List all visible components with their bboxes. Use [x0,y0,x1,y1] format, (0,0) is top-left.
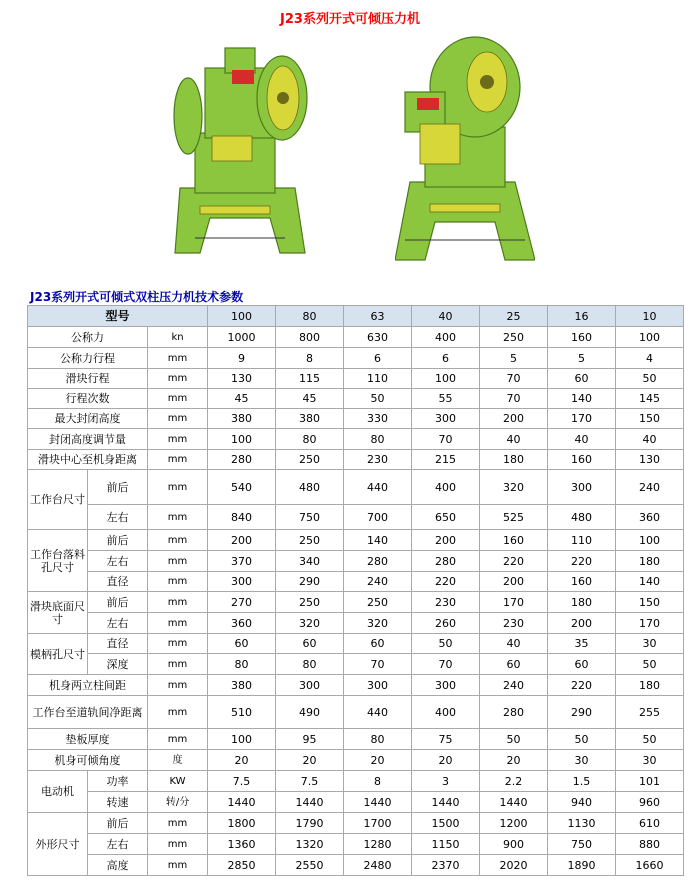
row-unit: mm [148,592,208,613]
row-label: 外形尺寸 [28,813,88,876]
table-cell: 380 [208,675,276,696]
table-cell: 50 [616,654,684,675]
table-cell: 6 [412,348,480,369]
table-cell: 4 [616,348,684,369]
table-cell: 80 [344,729,412,750]
table-cell: 20 [208,750,276,771]
table-cell: 400 [412,696,480,729]
row-unit: mm [148,369,208,389]
table-cell: 2.2 [480,771,548,792]
table-title: J23系列开式可倾式双柱压力机技术参数 [30,290,244,304]
header-model-10: 10 [616,306,684,327]
table-cell: 200 [412,530,480,551]
table-row [28,813,684,834]
table-cell: 140 [616,572,684,592]
table-cell: 140 [344,530,412,551]
table-cell: 70 [480,369,548,389]
row-label: 电动机 [28,771,88,813]
row-unit: mm [148,429,208,450]
table-cell: 75 [412,729,480,750]
table-cell: 180 [480,450,548,470]
table-cell: 290 [276,572,344,592]
table-cell: 100 [208,429,276,450]
table-cell: 110 [548,530,616,551]
table-cell: 60 [276,634,344,654]
table-cell: 255 [616,696,684,729]
row-unit: mm [148,613,208,634]
table-cell: 360 [208,613,276,634]
table-row [28,771,684,792]
table-cell: 480 [276,470,344,505]
row-sublabel: 直径 [88,572,148,592]
table-row [28,696,684,729]
row-unit: mm [148,855,208,876]
table-cell: 750 [548,834,616,855]
table-row [28,834,684,855]
table-cell: 300 [344,675,412,696]
table-cell: 200 [548,613,616,634]
table-cell: 240 [344,572,412,592]
table-cell: 300 [276,675,344,696]
table-cell: 800 [276,327,344,348]
table-cell: 40 [616,429,684,450]
table-cell: 240 [616,470,684,505]
table-cell: 200 [480,572,548,592]
header-model-100: 100 [208,306,276,327]
row-unit: 转/分 [148,792,208,813]
table-cell: 1000 [208,327,276,348]
table-row [28,470,684,505]
table-cell: 490 [276,696,344,729]
table-cell: 160 [480,530,548,551]
table-cell: 1200 [480,813,548,834]
table-cell: 280 [208,450,276,470]
table-cell: 130 [616,450,684,470]
table-cell: 1280 [344,834,412,855]
row-label: 工作台至道轨间净距离 [28,696,148,729]
table-cell: 101 [616,771,684,792]
table-cell: 160 [548,327,616,348]
table-cell: 20 [344,750,412,771]
row-label: 机身两立柱间距 [28,675,148,696]
table-cell: 6 [344,348,412,369]
table-cell: 750 [276,505,344,530]
table-cell: 1320 [276,834,344,855]
table-cell: 440 [344,470,412,505]
table-cell: 1440 [276,792,344,813]
table-cell: 900 [480,834,548,855]
row-sublabel: 左右 [88,551,148,572]
table-cell: 510 [208,696,276,729]
table-row [28,327,684,348]
table-cell: 80 [344,429,412,450]
table-cell: 320 [276,613,344,634]
page-title: J23系列开式可倾压力机 [280,12,420,27]
table-cell: 1150 [412,834,480,855]
table-row [28,551,684,572]
table-cell: 280 [412,551,480,572]
table-cell: 220 [480,551,548,572]
table-cell: 140 [548,389,616,409]
table-cell: 20 [412,750,480,771]
press-machine-image-front [170,38,315,268]
table-cell: 40 [480,429,548,450]
row-unit: mm [148,696,208,729]
table-cell: 960 [616,792,684,813]
table-cell: 380 [208,409,276,429]
table-cell: 1660 [616,855,684,876]
table-cell: 170 [616,613,684,634]
row-sublabel: 高度 [88,855,148,876]
table-cell: 3 [412,771,480,792]
table-cell: 5 [480,348,548,369]
table-cell: 145 [616,389,684,409]
table-cell: 610 [616,813,684,834]
row-label: 滑块行程 [28,369,148,389]
table-cell: 940 [548,792,616,813]
table-cell: 100 [208,729,276,750]
table-row [28,572,684,592]
table-cell: 1.5 [548,771,616,792]
table-cell: 290 [548,696,616,729]
table-cell: 60 [548,654,616,675]
table-cell: 250 [276,450,344,470]
table-cell: 70 [344,654,412,675]
table-cell: 170 [480,592,548,613]
table-cell: 50 [480,729,548,750]
table-cell: 2550 [276,855,344,876]
table-cell: 1790 [276,813,344,834]
table-cell: 1360 [208,834,276,855]
table-row [28,409,684,429]
table-cell: 1440 [344,792,412,813]
table-cell: 400 [412,470,480,505]
table-cell: 280 [344,551,412,572]
table-row [28,613,684,634]
table-cell: 160 [548,572,616,592]
table-cell: 45 [276,389,344,409]
header-model-63: 63 [344,306,412,327]
table-cell: 320 [344,613,412,634]
table-cell: 30 [616,750,684,771]
table-cell: 400 [412,327,480,348]
table-cell: 30 [616,634,684,654]
table-cell: 280 [480,696,548,729]
table-cell: 250 [276,530,344,551]
table-cell: 440 [344,696,412,729]
table-cell: 250 [480,327,548,348]
table-row [28,729,684,750]
table-cell: 230 [412,592,480,613]
table-cell: 1800 [208,813,276,834]
table-cell: 250 [276,592,344,613]
table-row [28,369,684,389]
table-row [28,855,684,876]
header-model-40: 40 [412,306,480,327]
table-cell: 70 [412,429,480,450]
row-unit: mm [148,834,208,855]
row-label: 工作台落料孔尺寸 [28,530,88,592]
row-sublabel: 功率 [88,771,148,792]
table-cell: 60 [208,634,276,654]
table-row [28,792,684,813]
row-unit: 度 [148,750,208,771]
row-unit: mm [148,572,208,592]
table-cell: 380 [276,409,344,429]
row-sublabel: 前后 [88,530,148,551]
table-row [28,348,684,369]
table-cell: 270 [208,592,276,613]
table-cell: 250 [344,592,412,613]
table-cell: 100 [616,530,684,551]
row-unit: mm [148,470,208,505]
table-cell: 160 [548,450,616,470]
row-label: 行程次数 [28,389,148,409]
table-cell: 1440 [208,792,276,813]
table-cell: 220 [412,572,480,592]
table-cell: 60 [344,634,412,654]
table-cell: 240 [480,675,548,696]
header-model-label: 型号 [28,306,208,327]
table-cell: 650 [412,505,480,530]
table-row [28,505,684,530]
spec-table [27,305,684,876]
table-cell: 50 [616,729,684,750]
table-row [28,429,684,450]
table-cell: 540 [208,470,276,505]
table-cell: 8 [276,348,344,369]
table-cell: 260 [412,613,480,634]
press-machine-image-side [395,32,535,267]
row-sublabel: 直径 [88,634,148,654]
row-unit: mm [148,530,208,551]
row-sublabel: 深度 [88,654,148,675]
table-cell: 60 [548,369,616,389]
table-cell: 230 [480,613,548,634]
table-cell: 300 [412,675,480,696]
table-cell: 50 [548,729,616,750]
table-cell: 9 [208,348,276,369]
table-cell: 320 [480,470,548,505]
table-cell: 8 [344,771,412,792]
table-cell: 40 [548,429,616,450]
table-cell: 370 [208,551,276,572]
row-unit: mm [148,505,208,530]
table-cell: 1890 [548,855,616,876]
row-label: 滑块中心至机身距离 [28,450,148,470]
row-sublabel: 前后 [88,813,148,834]
table-cell: 100 [412,369,480,389]
row-sublabel: 前后 [88,470,148,505]
table-cell: 50 [412,634,480,654]
table-cell: 300 [208,572,276,592]
table-cell: 180 [616,675,684,696]
table-cell: 35 [548,634,616,654]
table-row [28,592,684,613]
row-unit: mm [148,634,208,654]
row-label: 模柄孔尺寸 [28,634,88,675]
table-cell: 880 [616,834,684,855]
table-cell: 45 [208,389,276,409]
table-cell: 130 [208,369,276,389]
row-unit: mm [148,450,208,470]
table-cell: 50 [616,369,684,389]
row-unit: mm [148,654,208,675]
table-row [28,750,684,771]
table-cell: 840 [208,505,276,530]
row-unit: mm [148,348,208,369]
row-unit: mm [148,551,208,572]
table-cell: 20 [480,750,548,771]
table-cell: 180 [548,592,616,613]
row-label: 垫板厚度 [28,729,148,750]
table-cell: 170 [548,409,616,429]
header-model-80: 80 [276,306,344,327]
table-row [28,450,684,470]
table-cell: 70 [412,654,480,675]
table-cell: 220 [548,675,616,696]
table-cell: 115 [276,369,344,389]
row-label: 封闭高度调节量 [28,429,148,450]
table-cell: 700 [344,505,412,530]
table-cell: 2480 [344,855,412,876]
table-row [28,389,684,409]
table-cell: 60 [480,654,548,675]
table-cell: 2850 [208,855,276,876]
header-model-16: 16 [548,306,616,327]
table-row [28,634,684,654]
row-unit: mm [148,389,208,409]
table-cell: 525 [480,505,548,530]
table-row [28,530,684,551]
table-cell: 220 [548,551,616,572]
table-cell: 30 [548,750,616,771]
table-cell: 5 [548,348,616,369]
row-sublabel: 左右 [88,834,148,855]
row-label: 工作台尺寸 [28,470,88,530]
row-unit: kn [148,327,208,348]
row-unit: mm [148,409,208,429]
table-cell: 110 [344,369,412,389]
table-cell: 70 [480,389,548,409]
row-label: 公称力 [28,327,148,348]
table-cell: 55 [412,389,480,409]
row-label: 滑块底面尺寸 [28,592,88,634]
table-cell: 95 [276,729,344,750]
row-sublabel: 左右 [88,613,148,634]
table-cell: 1700 [344,813,412,834]
table-cell: 150 [616,592,684,613]
row-label: 机身可倾角度 [28,750,148,771]
table-cell: 2370 [412,855,480,876]
table-cell: 340 [276,551,344,572]
table-cell: 480 [548,505,616,530]
table-cell: 630 [344,327,412,348]
table-cell: 1440 [412,792,480,813]
table-cell: 80 [208,654,276,675]
table-cell: 200 [480,409,548,429]
table-cell: 300 [412,409,480,429]
row-unit: mm [148,813,208,834]
table-cell: 7.5 [276,771,344,792]
header-model-25: 25 [480,306,548,327]
table-row [28,654,684,675]
table-cell: 200 [208,530,276,551]
table-cell: 180 [616,551,684,572]
table-cell: 7.5 [208,771,276,792]
table-cell: 40 [480,634,548,654]
row-unit: mm [148,729,208,750]
table-cell: 215 [412,450,480,470]
row-unit: KW [148,771,208,792]
table-cell: 2020 [480,855,548,876]
row-sublabel: 前后 [88,592,148,613]
row-label: 最大封闭高度 [28,409,148,429]
row-sublabel: 左右 [88,505,148,530]
table-cell: 20 [276,750,344,771]
row-label: 公称力行程 [28,348,148,369]
table-cell: 230 [344,450,412,470]
table-cell: 1440 [480,792,548,813]
table-cell: 330 [344,409,412,429]
table-cell: 150 [616,409,684,429]
row-sublabel: 转速 [88,792,148,813]
table-row [28,675,684,696]
table-cell: 100 [616,327,684,348]
table-cell: 80 [276,429,344,450]
table-cell: 50 [344,389,412,409]
table-cell: 1500 [412,813,480,834]
table-cell: 1130 [548,813,616,834]
table-header-row [28,306,684,327]
table-cell: 80 [276,654,344,675]
table-cell: 360 [616,505,684,530]
table-cell: 300 [548,470,616,505]
row-unit: mm [148,675,208,696]
